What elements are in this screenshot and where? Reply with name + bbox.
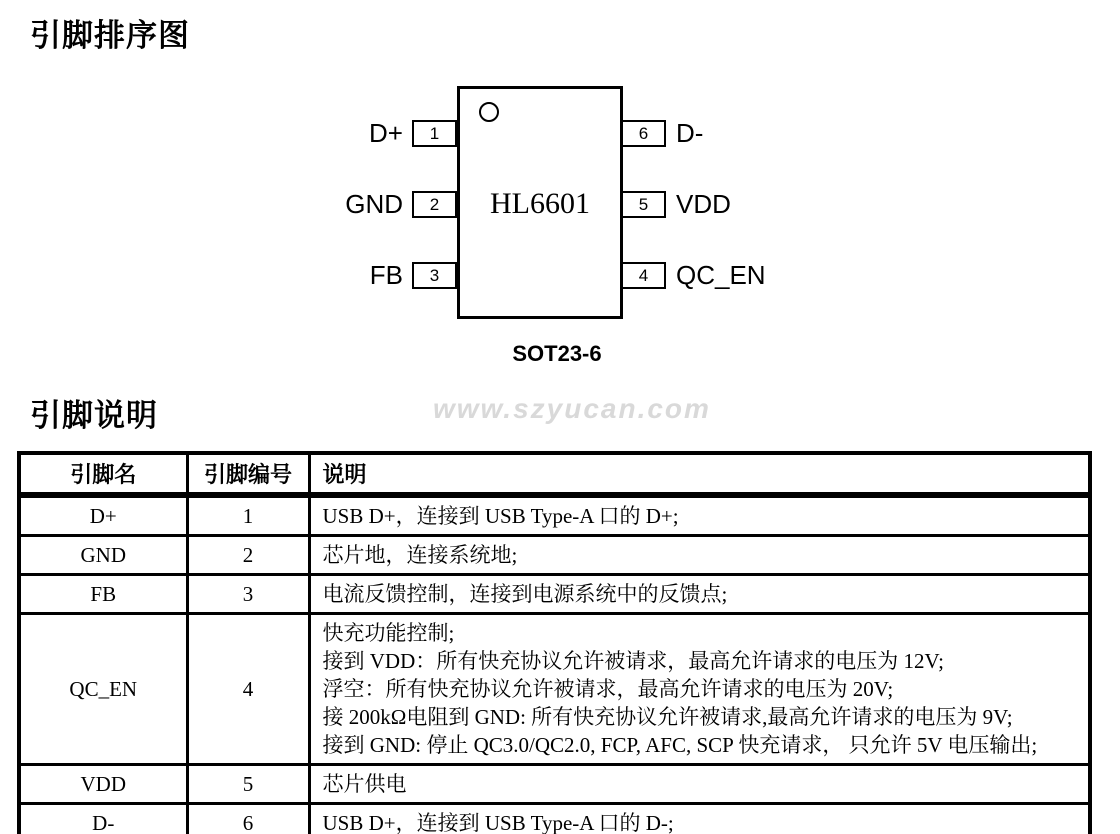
chip-name: HL6601	[490, 187, 590, 220]
pin-name-cell: VDD	[19, 765, 187, 804]
pin-label: FB	[369, 260, 403, 290]
pin-row-2	[0, 191, 457, 218]
pin1-indicator-dot-icon	[479, 102, 499, 122]
package-label: SOT23-6	[512, 341, 602, 366]
header-description: 说明	[309, 453, 1090, 495]
description-line: 接 200kΩ电阻到 GND: 所有快充协议允许被请求,最高允许请求的电压为 9V;	[322, 705, 1013, 729]
description-line: 浮空：所有快充协议允许被请求，最高允许请求的电压为 20V;	[322, 677, 894, 701]
pin-name-cell: D-	[19, 804, 187, 834]
pin-row-3	[0, 262, 457, 289]
description-line: USB D+，连接到 USB Type-A 口的 D-;	[322, 811, 674, 834]
pin-box	[621, 262, 666, 289]
table-header-row	[19, 453, 1090, 495]
pin-box	[412, 262, 457, 289]
description-line: 接到 VDD：所有快充协议允许被请求，最高允许请求的电压为 12V;	[322, 649, 944, 673]
description-line: 芯片供电	[322, 772, 407, 796]
pin-box	[621, 120, 666, 147]
description-line: 芯片地，连接系统地;	[322, 543, 518, 567]
pin-name-cell: QC_EN	[19, 614, 187, 765]
pin-row-5	[621, 191, 731, 218]
pin-diagram	[0, 0, 1120, 400]
chip-body	[457, 86, 623, 319]
pin-number: 1	[429, 123, 440, 143]
watermark: www.szyucan.com	[433, 393, 711, 424]
header-pin-number: 引脚编号	[187, 453, 309, 495]
description-line: 快充功能控制;	[322, 621, 455, 645]
pin-name-cell: D+	[19, 495, 187, 536]
table-row	[19, 765, 1090, 804]
pin-row-1	[0, 120, 457, 147]
description-line: 电流反馈控制，连接到电源系统中的反馈点;	[322, 582, 728, 606]
pin-label: QC_EN	[676, 260, 766, 290]
pin-description-cell	[309, 575, 1090, 614]
section-title-pin-description: 引脚说明	[30, 398, 158, 433]
pin-number: 2	[429, 194, 440, 214]
pin-number-cell: 2	[187, 536, 309, 575]
pin-number-cell: 4	[187, 614, 309, 765]
table-row	[19, 536, 1090, 575]
pin-number-cell: 1	[187, 495, 309, 536]
pin-box	[412, 191, 457, 218]
table-row	[19, 575, 1090, 614]
pin-row-4	[621, 262, 766, 289]
pin-name-cell: FB	[19, 575, 187, 614]
pin-description-cell	[309, 536, 1090, 575]
pin-number: 4	[638, 265, 649, 285]
pin-label: GND	[345, 189, 403, 219]
pin-description-cell	[309, 804, 1090, 834]
header-pin-name: 引脚名	[19, 453, 187, 495]
pin-number-cell: 5	[187, 765, 309, 804]
table-row	[19, 614, 1090, 765]
pin-number-cell: 6	[187, 804, 309, 834]
pin-name-cell: GND	[19, 536, 187, 575]
pin-description-table	[17, 451, 1092, 834]
pin-description-cell	[309, 614, 1090, 765]
pin-number: 3	[429, 265, 440, 285]
pin-box	[621, 191, 666, 218]
pin-label: D-	[676, 118, 704, 148]
pin-box	[412, 120, 457, 147]
pin-number-cell: 3	[187, 575, 309, 614]
pin-label: VDD	[676, 189, 731, 219]
description-line: USB D+，连接到 USB Type-A 口的 D+;	[322, 504, 679, 528]
page-title: 引脚排序图	[30, 18, 190, 53]
pin-description-cell	[309, 495, 1090, 536]
pin-number: 6	[638, 123, 649, 143]
pin-description-cell	[309, 765, 1090, 804]
pin-row-6	[621, 120, 703, 147]
pin-number: 5	[638, 194, 649, 214]
table-row	[19, 495, 1090, 536]
table-row	[19, 804, 1090, 834]
pin-table-body	[19, 495, 1090, 834]
pin-label: D+	[369, 118, 403, 148]
description-line: 接到 GND: 停止 QC3.0/QC2.0, FCP, AFC, SCP 快充请求， 只允许 5V 电压输出;	[322, 733, 1038, 757]
